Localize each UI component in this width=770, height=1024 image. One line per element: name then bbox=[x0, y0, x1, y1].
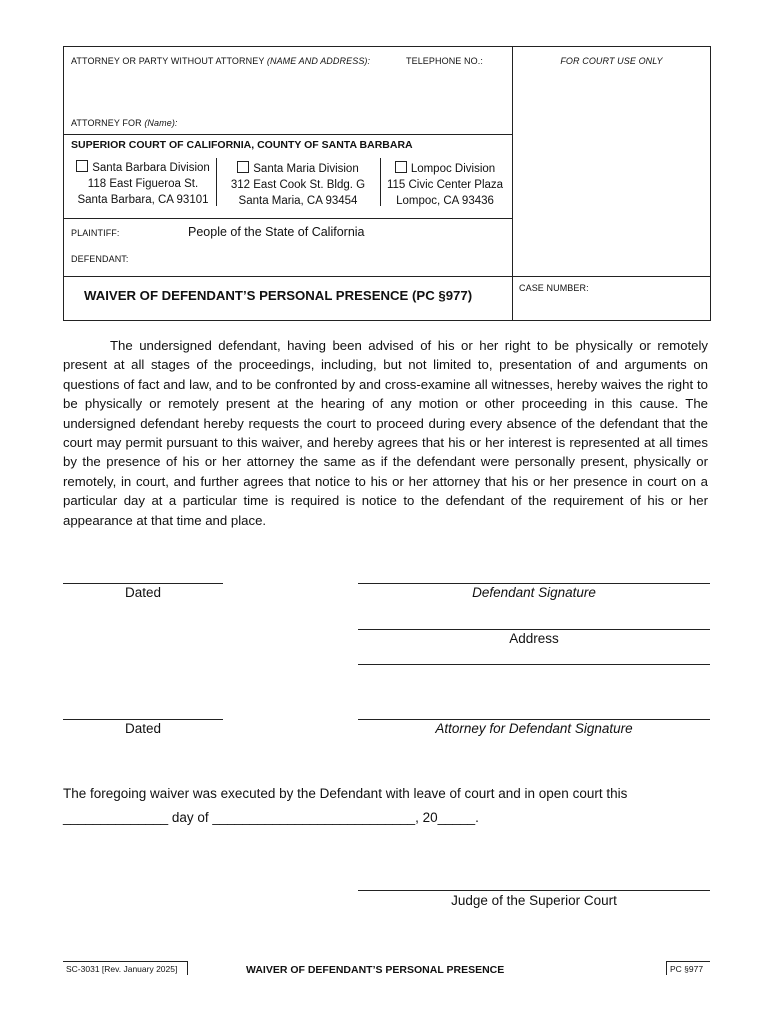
dated-line-1[interactable] bbox=[63, 583, 223, 584]
defendant-signature-label: Defendant Signature bbox=[472, 585, 596, 600]
footer-code: PC §977 bbox=[670, 964, 704, 974]
footer-form-id: SC-3031 [Rev. January 2025] bbox=[66, 964, 178, 974]
defendant-label: DEFENDANT: bbox=[71, 254, 129, 264]
attorney-signature-label: Attorney for Defendant Signature bbox=[435, 721, 633, 736]
telephone-label: TELEPHONE NO.: bbox=[406, 56, 483, 66]
plaintiff-value: People of the State of California bbox=[188, 225, 365, 239]
defendant-signature-line[interactable] bbox=[358, 583, 710, 584]
address-line-2[interactable] bbox=[358, 664, 710, 665]
court-use-label: FOR COURT USE ONLY bbox=[560, 56, 663, 66]
address-line[interactable] bbox=[358, 629, 710, 630]
footer-title: WAIVER OF DEFENDANT’S PERSONAL PRESENCE bbox=[246, 964, 505, 976]
attorney-label: ATTORNEY OR PARTY WITHOUT ATTORNEY (NAME AND ADDRESS): bbox=[71, 56, 371, 66]
foregoing-line-2[interactable]: ______________ day of ___________________________, 20_____. bbox=[63, 810, 479, 825]
santa-maria-checkbox[interactable] bbox=[237, 161, 249, 173]
attorney-for-label: ATTORNEY FOR (Name): bbox=[71, 118, 178, 128]
santa-barbara-checkbox[interactable] bbox=[76, 160, 88, 172]
division-santa-barbara: Santa Barbara Division 118 East Figueroa St. Santa Barbara, CA 93101 bbox=[77, 162, 210, 206]
division-lompoc: Lompoc Division 115 Civic Center Plaza Lompoc, CA 93436 bbox=[386, 163, 504, 207]
plaintiff-label: PLAINTIFF: bbox=[71, 228, 120, 238]
court-name: SUPERIOR COURT OF CALIFORNIA, COUNTY OF SANTA BARBARA bbox=[71, 139, 413, 151]
waiver-paragraph: The undersigned defendant, having been advised of his or her right to be physically or remotely present at all stages of the proceedings, including, but not limited to, presentation of and arguments on questions of fact and law, and to be confronted by and cross-examine all witnesses, hereby waives the right to be physically or remotely present at the hearing of any motion or other proceeding in this cause. The undersigned defendant hereby requests the court to proceed during every absence of the defendant that the court may permit pursuant to this waiver, and hereby agrees that his or her interest is represented at all times by the presence of his or her attorney the same as if the defendant were personally present, physically or remotely, in court, and further agrees that notice to his or her attorney that his or her presence in court on a particular day at a particular time is required is notice to the defendant of the requirement of his or her appearance at that time and place. bbox=[63, 338, 708, 528]
lompoc-checkbox[interactable] bbox=[395, 161, 407, 173]
judge-label: Judge of the Superior Court bbox=[451, 893, 617, 908]
form-title: WAIVER OF DEFENDANT’S PERSONAL PRESENCE (PC §977) bbox=[84, 288, 473, 303]
foregoing-line-1: The foregoing waiver was executed by the Defendant with leave of court and in open court this bbox=[63, 786, 628, 801]
attorney-signature-line[interactable] bbox=[358, 719, 710, 720]
dated-line-2[interactable] bbox=[63, 719, 223, 720]
case-number-label: CASE NUMBER: bbox=[519, 283, 589, 293]
dated-label-2: Dated bbox=[124, 721, 162, 736]
dated-label-1: Dated bbox=[124, 585, 162, 600]
address-label: Address bbox=[509, 631, 559, 646]
judge-signature-line[interactable] bbox=[358, 890, 710, 891]
division-santa-maria: Santa Maria Division 312 East Cook St. Bldg. G Santa Maria, CA 93454 bbox=[230, 163, 366, 207]
